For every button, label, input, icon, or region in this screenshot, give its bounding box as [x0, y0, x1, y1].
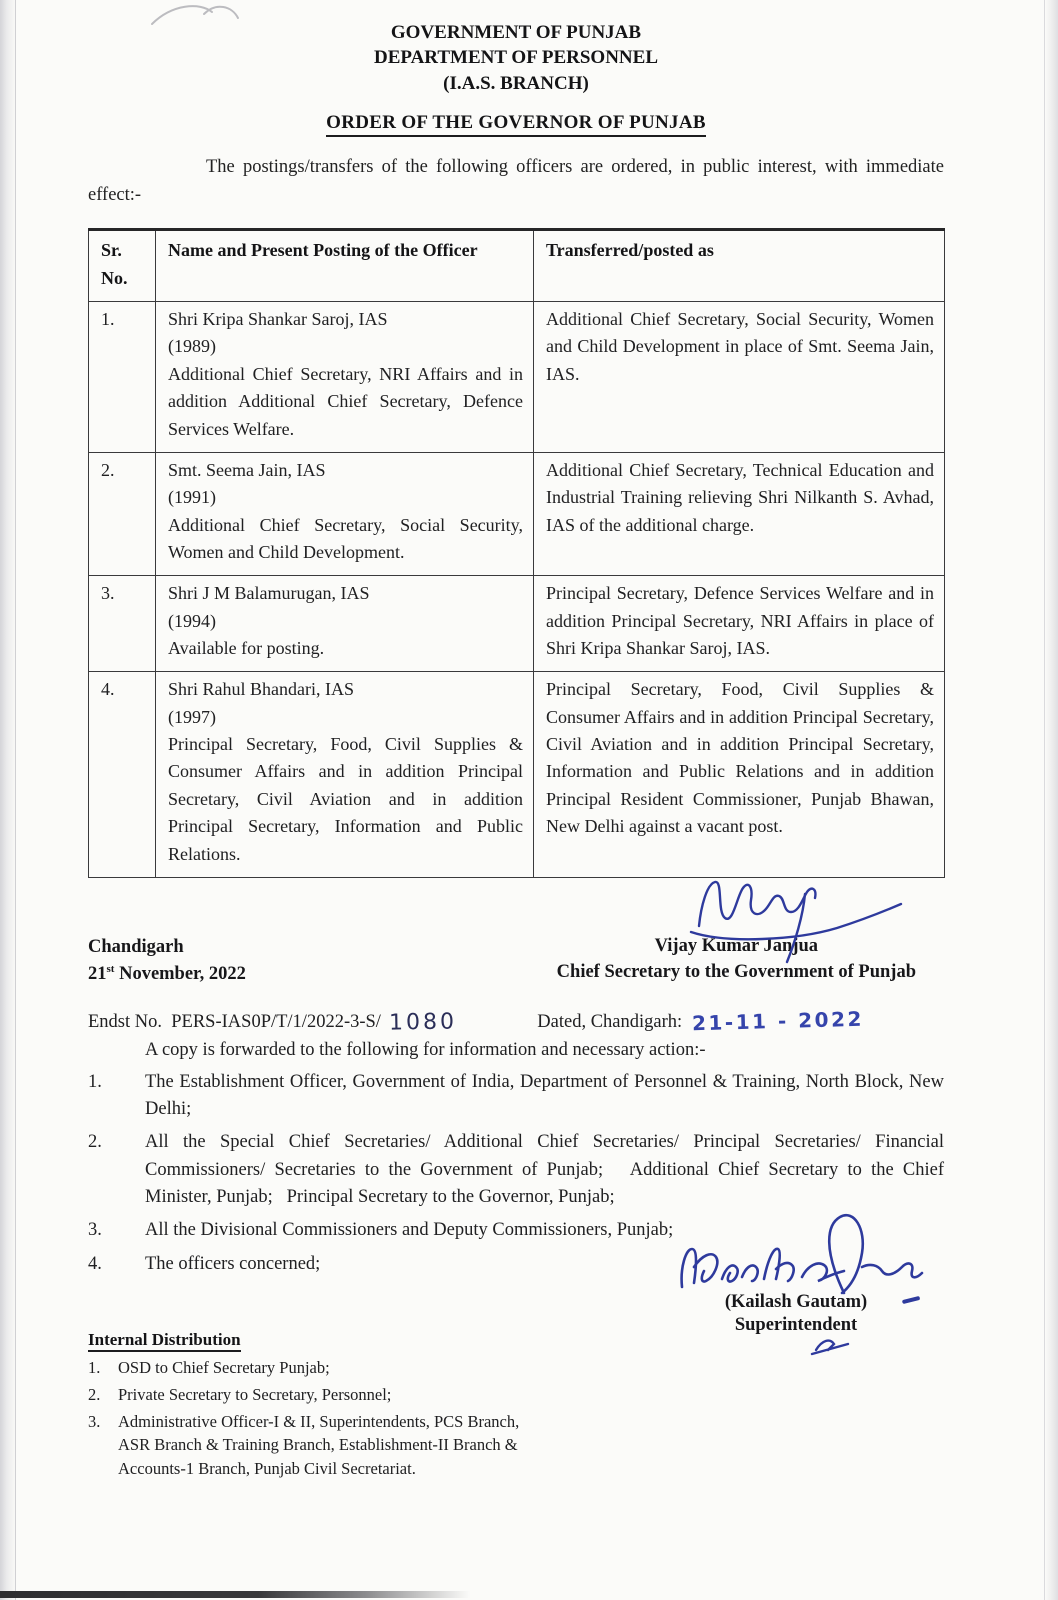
column-header-sr-no: Sr. No.: [89, 230, 156, 302]
sr-no-cell: 4.: [89, 672, 156, 878]
superintendent-name: (Kailash Gautam): [666, 1292, 926, 1313]
transfer-table: [88, 228, 945, 878]
sr-no-cell: 3.: [89, 576, 156, 672]
list-item: 2. All the Special Chief Secretaries/ Additional Chief Secretaries/ Principal Secretaries/ Financial Commissioners/ Secretaries to the Government of Punjab; Additional Chief Secretary to the Chief Minister, Punjab; Principal Secretary to the Governor, Punjab;: [88, 1132, 944, 1208]
endst-number-label: Endst No. PERS-IAS0P/T/1/2022-3-S/: [88, 1011, 381, 1032]
table-row: [89, 672, 945, 878]
sr-no-cell: 1.: [89, 302, 156, 453]
name-posting-cell: [156, 452, 534, 575]
pen-tick-mark: [810, 1334, 850, 1360]
endorsement-line: [88, 1006, 944, 1036]
signatory-title: Chief Secretary to the Government of Punjab: [556, 961, 916, 982]
pen-dash-mark: [902, 1295, 920, 1303]
scan-edge-left: [0, 0, 16, 1600]
officer-batch: (1997): [168, 706, 216, 727]
table-row: [89, 452, 945, 575]
officer-batch: (1989): [168, 336, 216, 357]
table-row: [89, 302, 945, 453]
list-item: 2. Private Secretary to Secretary, Personnel;: [88, 1385, 392, 1405]
signoff-section: [88, 934, 944, 988]
document-header: [88, 20, 944, 96]
signatory-name: Vijay Kumar Janjua: [654, 935, 819, 956]
signatory-block: [557, 934, 916, 988]
officer-posting: Additional Chief Secretary, Social Security, Women and Child Development.: [168, 514, 523, 562]
dated-label: Dated, Chandigarh:: [537, 1011, 683, 1032]
internal-distribution-section: [88, 1330, 588, 1479]
officer-posting: Available for posting.: [168, 638, 325, 659]
officer-batch: (1994): [168, 610, 216, 631]
officer-name: Shri Kripa Shankar Saroj, IAS: [168, 309, 388, 330]
date: 21st November, 2022: [88, 962, 246, 984]
transfer-cell: Additional Chief Secretary, Technical Education and Industrial Training relieving Shri Nilkanth S. Avhad, IAS of the additional charge.: [534, 452, 945, 575]
officer-posting: Additional Chief Secretary, NRI Affairs and in addition Additional Chief Secretary, Defence Services Welfare.: [168, 363, 523, 439]
copy-forwarded-line: A copy is forwarded to the following for information and necessary action:-: [145, 1039, 706, 1060]
list-item: 3. Administrative Officer-I & II, Superintendents, PCS Branch, ASR Branch & Training Branch, Establishment-II Branch & Accounts-1 Branch, Punjab Civil Secretariat.: [88, 1412, 520, 1478]
intro-paragraph: The postings/transfers of the following officers are ordered, in public interest, with immediate effect:-: [88, 157, 944, 206]
transfer-cell: Principal Secretary, Food, Civil Supplies & Consumer Affairs and in addition Principal Secretary, Civil Aviation and in addition Principal Secretary, Information and Public Relations and in addition Principal Resident Commissioner, Punjab Bhawan, New Delhi against a vacant post.: [534, 672, 945, 878]
superintendent-title: Superintendent: [734, 1314, 858, 1335]
transfer-cell: Additional Chief Secretary, Social Security, Women and Child Development in place of Smt. Seema Jain, IAS.: [534, 302, 945, 453]
table-row: [89, 576, 945, 672]
officer-posting: Principal Secretary, Food, Civil Supplies & Consumer Affairs and in addition Principal Secretary, Civil Aviation and in addition Principal Secretary, Information and Public Relations.: [168, 734, 523, 864]
column-header-name-posting: Name and Present Posting of the Officer: [156, 230, 534, 302]
list-item: 3. All the Divisional Commissioners and Deputy Commissioners, Punjab;: [88, 1220, 674, 1241]
header-line-branch: (I.A.S. BRANCH): [443, 72, 589, 94]
internal-distribution-heading: Internal Distribution: [88, 1330, 241, 1352]
name-posting-cell: [156, 672, 534, 878]
place: Chandigarh: [88, 936, 184, 957]
handwritten-date: 21-11 - 2022: [691, 1006, 865, 1035]
scan-edge-right: [1044, 0, 1058, 1600]
officer-name: Smt. Seema Jain, IAS: [168, 459, 326, 480]
name-posting-cell: [156, 576, 534, 672]
order-heading: ORDER OF THE GOVERNOR OF PUNJAB: [326, 112, 706, 137]
header-line-department: DEPARTMENT OF PERSONNEL: [373, 47, 658, 69]
officer-name: Shri Rahul Bhandari, IAS: [168, 679, 354, 700]
column-header-transferred: Transferred/posted as: [534, 230, 945, 302]
transfer-cell: Principal Secretary, Defence Services Welfare and in addition Principal Secretary, NRI Affairs in place of Shri Kripa Shankar Saroj, IAS.: [534, 576, 945, 672]
sr-no-cell: 2.: [89, 452, 156, 575]
table-header-row: [89, 230, 945, 302]
handwritten-endst-number: 1080: [388, 1008, 458, 1036]
endorsement-list: [88, 1069, 944, 1335]
header-line-government: GOVERNMENT OF PUNJAB: [390, 22, 642, 43]
list-item: 1. OSD to Chief Secretary Punjab;: [88, 1358, 330, 1378]
name-posting-cell: [156, 302, 534, 453]
scan-bottom-artifact: [0, 1591, 470, 1598]
place-date-block: [88, 934, 246, 988]
list-item: 4. The officers concerned;: [88, 1253, 321, 1274]
list-item: 1. The Establishment Officer, Government of India, Department of Personnel & Training, North Block, New Delhi;: [88, 1071, 944, 1119]
officer-name: Shri J M Balamurugan, IAS: [168, 583, 370, 604]
officer-batch: (1991): [168, 487, 216, 508]
